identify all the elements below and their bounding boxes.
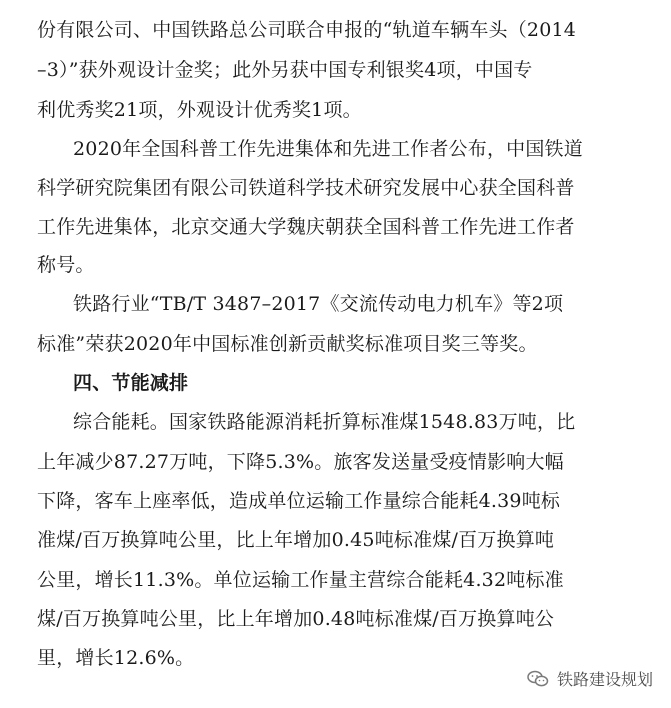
text-line: 称号。 xyxy=(37,254,95,276)
text-line: –3）”获外观设计金奖；此外另获中国专利银奖4项，中国专 xyxy=(37,59,533,81)
paragraph-start-line: 综合能耗。国家铁路能源消耗折算标准煤1548.83万吨，比 xyxy=(73,411,576,433)
text-line: 工作先进集体，北京交通大学魏庆朝获全国科普工作先进工作者 xyxy=(37,216,575,238)
wechat-icon xyxy=(527,670,549,688)
watermark xyxy=(527,667,653,690)
text-line: 标准”荣获2020年中国标准创新贡献奖标准项目奖三等奖。 xyxy=(37,333,538,355)
text-line: 公里，增长11.3%。单位运输工作量主营综合能耗4.32吨标准 xyxy=(37,569,564,591)
section-heading: 四、节能减排 xyxy=(73,372,189,394)
text-line: 准煤/百万换算吨公里，比上年增加0.45吨标准煤/百万换算吨 xyxy=(37,529,555,551)
text-line: 煤/百万换算吨公里，比上年增加0.48吨标准煤/百万换算吨公 xyxy=(37,608,555,630)
text-line: 下降，客车上座率低，造成单位运输工作量综合能耗4.39吨标 xyxy=(37,490,561,512)
text-line: 上年减少87.27万吨，下降5.3%。旅客发送量受疫情影响大幅 xyxy=(37,451,564,473)
text-line: 里，增长12.6%。 xyxy=(37,647,195,669)
text-line: 科学研究院集团有限公司铁道科学技术研究发展中心获全国科普 xyxy=(37,177,575,199)
watermark-text: 铁路建设规划 xyxy=(556,670,653,689)
paragraph-start-line: 铁路行业“TB/T 3487–2017《交流传动电力机车》等2项 xyxy=(73,293,564,315)
text-line: 利优秀奖21项，外观设计优秀奖1项。 xyxy=(37,99,362,121)
paragraph-start-line: 2020年全国科普工作先进集体和先进工作者公布，中国铁道 xyxy=(73,138,583,160)
text-line: 份有限公司、中国铁路总公司联合申报的“轨道车辆车头（2014 xyxy=(37,19,577,41)
